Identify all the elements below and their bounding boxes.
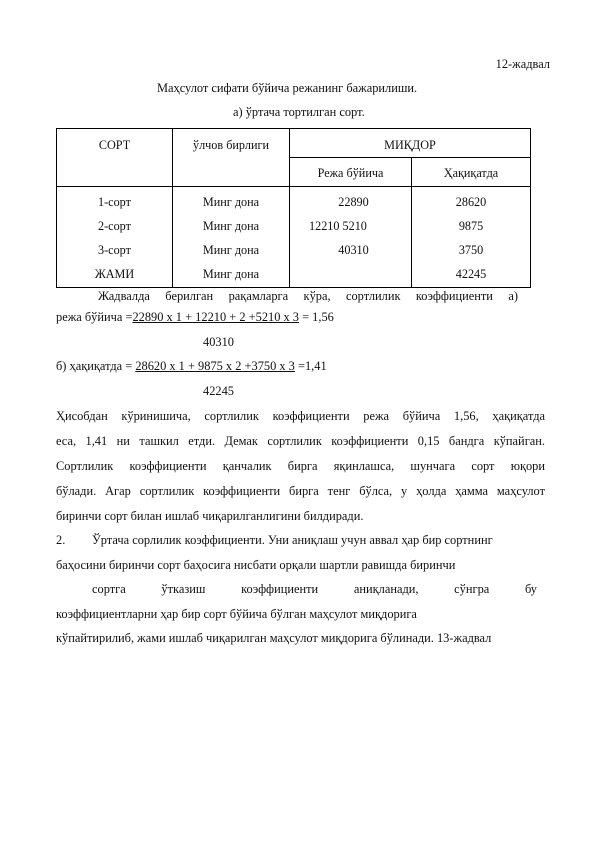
plan-formula-numerator: 22890 х 1 + 12210 + 2 +5210 х 3 — [132, 310, 299, 324]
paragraph-line-last: биринчи сорт билан ишлаб чиқарилганлигини билдиради. — [56, 509, 364, 523]
plan-1: 22890 — [338, 195, 369, 209]
unit-total: Минг дона — [202, 267, 260, 281]
sort-3: 3-сорт — [98, 243, 131, 257]
sort-2: 2-сорт — [98, 219, 131, 233]
plan-3: 40310 — [338, 243, 369, 257]
plan-formula-result: = 1,56 — [299, 310, 334, 324]
sort-1: 1-сорт — [98, 195, 131, 209]
item-line: коэффициентларни ҳар бир сорт бўйича бўлган маҳсулот миқдорига — [56, 607, 417, 621]
unit-column — [173, 187, 290, 288]
table-title: Маҳсулот сифати бўйича режанинг бажарилиши. — [157, 81, 418, 95]
header-sort-cell — [57, 129, 173, 187]
actual-formula-prefix: б) ҳақиқатда = — [56, 359, 136, 373]
paragraph-line: еса, 1,41 ни ташкил етди. Демак сортлилик коэффициенти 0,15 бандга кўпайган. — [56, 434, 545, 448]
plan-column — [290, 187, 412, 288]
actual-2: 9875 — [458, 219, 484, 233]
header-actual-cell — [412, 158, 531, 187]
actual-formula-result: =1,41 — [294, 359, 327, 373]
sort-column — [57, 187, 173, 288]
actual-total: 42245 — [455, 267, 487, 281]
header-plan: Режа бўйича — [317, 166, 384, 180]
header-plan-cell — [290, 158, 412, 187]
header-sort: СОРТ — [98, 138, 131, 152]
table-subtitle: а) ўртача тортилган сорт. — [233, 105, 365, 119]
unit-1: Минг дона — [202, 195, 260, 209]
paragraph-line: бўлади. Агар сортлилик коэффициенти бирга тенг бўлса, у ҳолда ҳамма маҳсулот — [56, 484, 545, 498]
plan-formula-prefix: режа бўйича = — [56, 310, 133, 324]
unit-3: Минг дона — [202, 243, 260, 257]
unit-2: Минг дона — [202, 219, 260, 233]
actual-column — [412, 187, 531, 288]
header-unit-cell — [173, 129, 290, 187]
actual-1: 28620 — [455, 195, 487, 209]
header-unit: ўлчов бирлиги — [193, 138, 269, 152]
item-line: кўпайтирилиб, жами ишлаб чиқарилган маҳсулот миқдорига бўлинади. 13-жадвал — [56, 631, 492, 645]
header-quantity: МИҚДОР — [384, 138, 436, 152]
table-number: 12-жадвал — [495, 57, 550, 71]
quality-table — [56, 128, 531, 288]
actual-formula-numerator: 28620 х 1 + 9875 х 2 +3750 х 3 — [135, 359, 295, 373]
header-quantity-cell — [290, 129, 531, 158]
plan-formula — [56, 311, 334, 323]
plan-formula-denominator: 40310 — [203, 335, 234, 349]
paragraph-line: Сортлилик коэффициенти қанчалик бирга яқинлашса, шунчага сорт юқори — [56, 459, 545, 473]
paragraph-line: Ҳисобдан кўринишича, сортлилик коэффициенти режа бўйича 1,56, ҳақиқатда — [56, 409, 545, 423]
plan-2: 12210 5210 — [309, 219, 367, 233]
item-line: Ўртача сорлилик коэффициенти. Уни аниқлаш учун аввал ҳар бир сортнинг — [92, 533, 493, 547]
plan-total — [290, 262, 411, 286]
item-line: баҳосини биринчи сорт баҳосига нисбати орқали шартли равишда биринчи — [56, 558, 456, 572]
sort-total: ЖАМИ — [94, 267, 135, 281]
item-number: 2. — [56, 533, 66, 547]
actual-formula — [56, 360, 327, 372]
actual-3: 3750 — [458, 243, 484, 257]
intro-text: Жадвалда берилган рақамларга кўра, сортлилик коэффициенти а) — [98, 289, 518, 303]
item-line: сортга ўтказиш коэффициенти аниқланади, сўнгра бу — [92, 582, 537, 596]
actual-formula-denominator: 42245 — [203, 384, 234, 398]
header-actual: Ҳақиқатда — [443, 166, 499, 180]
